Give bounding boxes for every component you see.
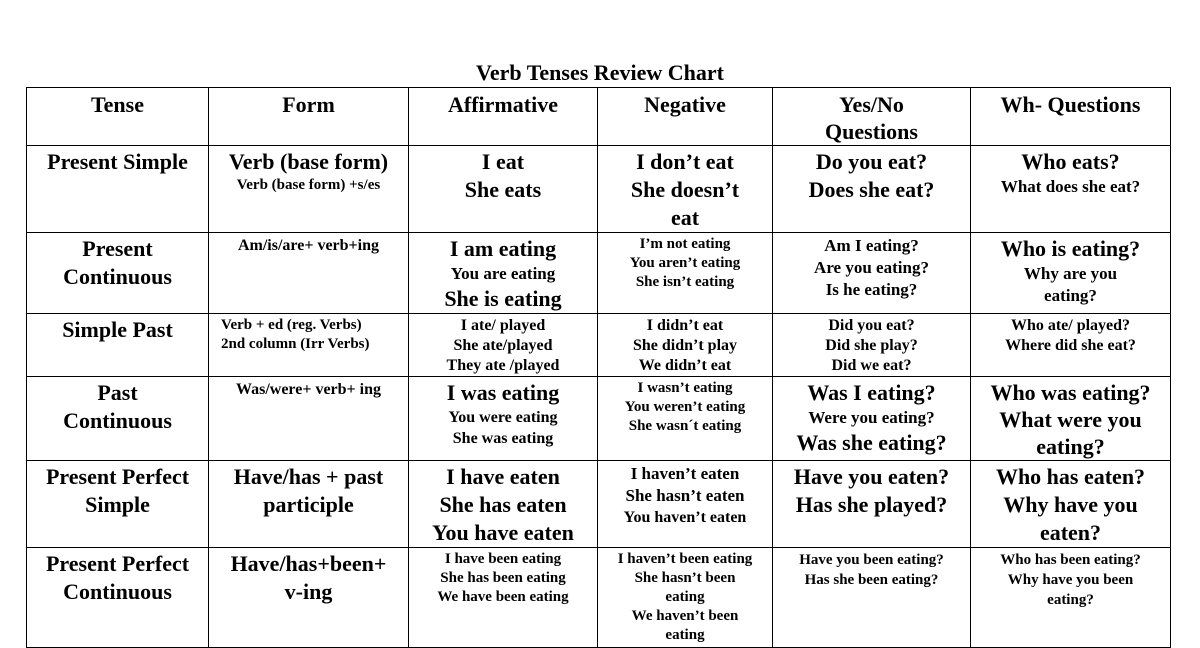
form-cell: Have/has+been+ v-ing — [209, 548, 409, 648]
affirmative-cell: I ate/ played She ate/played They ate /played — [409, 314, 598, 377]
wh-cell: Who eats? What does she eat? — [971, 146, 1171, 233]
yes-no-cell: Did you eat? Did she play? Did we eat? — [773, 314, 971, 377]
form-cell: Verb + ed (reg. Verbs) 2nd column (Irr Verbs) — [209, 314, 409, 377]
table-row — [27, 233, 1171, 314]
yes-no-cell: Do you eat? Does she eat? — [773, 146, 971, 233]
negative-cell: I wasn’t eating You weren’t eating She wasn´t eating — [598, 377, 773, 461]
wh-cell: Who is eating? Why are you eating? — [971, 233, 1171, 314]
tense-cell: Present Perfect Simple — [27, 461, 209, 548]
tense-cell: Present Simple — [27, 146, 209, 233]
verb-tenses-table — [26, 87, 1171, 648]
table-row — [27, 146, 1171, 233]
negative-cell: I’m not eating You aren’t eating She isn’t eating — [598, 233, 773, 314]
header-form: Form — [209, 88, 409, 146]
table-row — [27, 314, 1171, 377]
yes-no-cell: Am I eating? Are you eating? Is he eating? — [773, 233, 971, 314]
wh-cell: Who was eating? What were you eating? — [971, 377, 1171, 461]
table-row — [27, 548, 1171, 648]
header-affirmative: Affirmative — [409, 88, 598, 146]
form-cell: Verb (base form) Verb (base form) +s/es — [209, 146, 409, 233]
tense-cell: Past Continuous — [27, 377, 209, 461]
table-row — [27, 461, 1171, 548]
form-cell: Am/is/are+ verb+ing — [209, 233, 409, 314]
affirmative-cell: I was eating You were eating She was eating — [409, 377, 598, 461]
form-cell: Have/has + past participle — [209, 461, 409, 548]
affirmative-cell: I have eaten She has eaten You have eaten — [409, 461, 598, 548]
affirmative-cell: I have been eating She has been eating We have been eating — [409, 548, 598, 648]
form-cell: Was/were+ verb+ ing — [209, 377, 409, 461]
yes-no-cell: Have you eaten? Has she played? — [773, 461, 971, 548]
negative-cell: I haven’t been eating She hasn’t been eating We haven’t been eating — [598, 548, 773, 648]
header-negative: Negative — [598, 88, 773, 146]
yes-no-cell: Was I eating? Were you eating? Was she eating? — [773, 377, 971, 461]
negative-cell: I didn’t eat She didn’t play We didn’t eat — [598, 314, 773, 377]
wh-cell: Who has been eating? Why have you been eating? — [971, 548, 1171, 648]
header-wh-questions: Wh- Questions — [971, 88, 1171, 146]
affirmative-cell: I am eating You are eating She is eating — [409, 233, 598, 314]
negative-cell: I haven’t eaten She hasn’t eaten You haven’t eaten — [598, 461, 773, 548]
yes-no-cell: Have you been eating? Has she been eating? — [773, 548, 971, 648]
header-yes-no-questions: Yes/No Questions — [773, 88, 971, 146]
tense-cell: Present Continuous — [27, 233, 209, 314]
header-row — [27, 88, 1171, 146]
tense-cell: Simple Past — [27, 314, 209, 377]
header-tense: Tense — [27, 88, 209, 146]
wh-cell: Who has eaten? Why have you eaten? — [971, 461, 1171, 548]
tense-cell: Present Perfect Continuous — [27, 548, 209, 648]
affirmative-cell: I eat She eats — [409, 146, 598, 233]
chart-title: Verb Tenses Review Chart — [476, 60, 724, 85]
negative-cell: I don’t eat She doesn’t eat — [598, 146, 773, 233]
wh-cell: Who ate/ played? Where did she eat? — [971, 314, 1171, 377]
table-row — [27, 377, 1171, 461]
